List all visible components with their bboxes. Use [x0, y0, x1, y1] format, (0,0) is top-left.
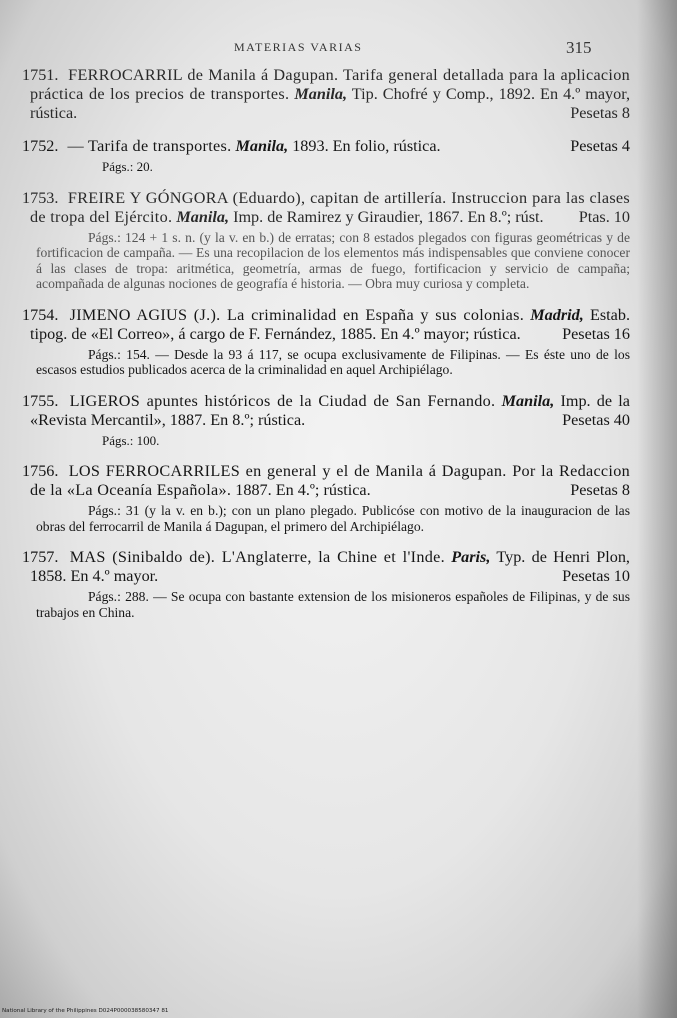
entry-title: — Tarifa de transportes. — [67, 137, 232, 155]
entry-text — [22, 548, 630, 586]
entry-imprint: Typ. de Henri Plon, 1858. En 4.º mayor. — [30, 548, 630, 585]
entry-note: Págs.: 288. — Se ocupa con bastante extension de los misioneros españoles de Filipinas, y de sus trabajos en China. — [36, 589, 630, 620]
catalog-entry — [22, 392, 630, 449]
entry-price: Pesetas 8 — [570, 481, 630, 499]
entry-note: Págs.: 31 (y la v. en b.); con un plano plegado. Publicóse con motivo de la inauguracion de las obras del ferrocarril de Manila á Dagupan, el primero del Archipiélago. — [36, 503, 630, 534]
entry-city: Paris, — [451, 548, 491, 566]
entry-city: Manila, — [501, 391, 555, 410]
entry-title: FERROCARRIL de Manila á Dagupan. Tarifa general detallada para la aplicacion práctica de los precios de transportes. — [30, 66, 630, 103]
entry-text — [22, 462, 630, 500]
entry-number: 1754. — [22, 305, 59, 324]
entry-imprint: Tip. Chofré y Comp., 1892. En 4.º mayor, rústica. — [30, 85, 631, 122]
catalog-entry — [22, 189, 630, 292]
catalog-entry — [22, 548, 630, 620]
entry-text — [22, 137, 630, 156]
entry-price: Pesetas 4 — [570, 137, 630, 155]
entry-imprint: 1887. En 4.º; rústica. — [235, 481, 371, 499]
entry-imprint: 1893. En folio, rústica. — [292, 137, 441, 155]
scan-id: D024P000038580347 81 — [98, 1008, 169, 1014]
entry-price: Pesetas 10 — [562, 567, 630, 585]
entry-note — [36, 433, 630, 449]
entry-city: Manila, — [176, 207, 230, 226]
catalog-entries — [22, 66, 630, 634]
entry-title: LIGEROS apuntes históricos de la Ciudad de San Fernando. — [69, 391, 496, 410]
entry-title: LOS FERROCARRILES en general y el de Manila á Dagupan. Por la Redaccion de la «La Oceanía Española». — [30, 462, 630, 499]
entry-imprint: Imp. de la «Revista Mercantil», 1887. En 8.º; rústica. — [30, 391, 630, 429]
catalog-entry — [22, 462, 630, 534]
entry-price: Pesetas 40 — [562, 410, 630, 429]
page-gutter-shadow — [637, 0, 677, 1018]
running-title: MATERIAS VARIAS — [234, 40, 363, 54]
entry-number: 1752. — [22, 137, 59, 155]
entry-note — [36, 159, 630, 175]
entry-price: Pesetas 16 — [562, 324, 630, 343]
entry-number: 1756. — [22, 462, 59, 480]
entry-text — [22, 66, 630, 123]
entry-price: Ptas. 10 — [578, 207, 630, 226]
entry-pages: Págs.: 100. — [102, 432, 160, 448]
entry-text — [22, 392, 630, 430]
entry-title: MAS (Sinibaldo de). L'Anglaterre, la Chine et l'Inde. — [69, 548, 445, 566]
entry-title: FREIRE Y GÓNGORA (Eduardo), capitan de artillería. Instruccion para las clases de tropa del Ejército. — [30, 188, 631, 226]
entry-city: Madrid, — [530, 305, 584, 324]
entry-city: Manila, — [235, 137, 289, 155]
entry-imprint: Imp. de Ramirez y Giraudier, 1867. En 8.º; rúst. — [233, 207, 544, 226]
entry-note: Págs.: 124 + 1 s. n. (y la v. en b.) de erratas; con 8 estados plegados con figuras geométricas y de fortificacion de campaña. — Es una recopilacion de los elementos más indispensables que conviene conocer á las clases de tropa: aritmética, geometría, armas de fuego, fortificacion y servicio de campaña; acompañada de algunas nociones de geografía é historia. — Obra muy curiosa y completa. — [36, 229, 630, 291]
entry-number: 1751. — [22, 66, 59, 84]
entry-imprint: Estab. tipog. de «El Correo», á cargo de F. Fernández, 1885. En 4.º mayor; rústica. — [30, 305, 630, 343]
library-credit: National Library of the Philippines — [2, 1008, 97, 1014]
entry-note: Págs.: 154. — Desde la 93 á 117, se ocupa exclusivamente de Filipinas. — Es éste uno de los escasos estudios publicados acerca de la criminalidad en aquel Archipiélago. — [36, 346, 630, 377]
scan-footer — [2, 1008, 168, 1014]
catalog-entry — [22, 66, 630, 123]
catalog-entry — [22, 137, 630, 175]
entry-text — [22, 189, 630, 227]
entry-number: 1755. — [22, 391, 59, 410]
page-header — [0, 38, 677, 62]
entry-number: 1753. — [22, 188, 59, 207]
catalog-entry — [22, 306, 630, 378]
entry-price: Pesetas 8 — [570, 104, 630, 122]
entry-number: 1757. — [22, 548, 59, 566]
entry-title: JIMENO AGIUS (J.). La criminalidad en España y sus colonias. — [69, 305, 525, 324]
page-number: 315 — [566, 38, 592, 57]
entry-text — [22, 306, 630, 344]
entry-pages: Págs.: 20. — [102, 159, 153, 174]
entry-city: Manila, — [294, 85, 348, 103]
